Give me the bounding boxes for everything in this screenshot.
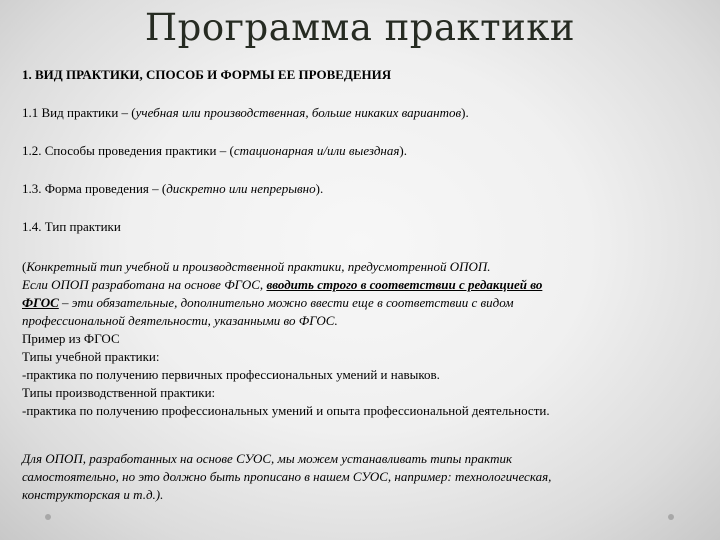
- note-line-3-emphasis: ФГОС: [22, 295, 59, 310]
- item-1-3-prefix: 1.3. Форма проведения – (: [22, 181, 167, 196]
- item-1-2-prefix: 1.2. Способы проведения практики – (: [22, 143, 234, 158]
- item-1-3-suffix: ).: [315, 181, 324, 196]
- page-title: Программа практики: [144, 6, 576, 49]
- edu-types-label: Типы учебной практики:: [22, 349, 160, 364]
- corner-dot-right: [668, 514, 674, 520]
- example-label: Пример из ФГОС: [22, 331, 120, 346]
- type-note: [22, 258, 702, 420]
- item-1-3: [22, 180, 702, 198]
- note-line-2-text: Если ОПОП разработана на основе ФГОС,: [22, 277, 267, 292]
- type-note-line-4: профессиональной деятельности, указанными во ФГОС.: [22, 313, 338, 328]
- note-line-3-text: – эти обязательные, дополнительно можно ввести еще в соответствии с видом: [58, 295, 514, 310]
- note-line-2-emphasis: вводить строго в соответствии с редакцией во: [266, 277, 543, 292]
- item-1-1-value: учебная или производственная, больше никаких вариантов: [135, 105, 462, 120]
- type-note-line-3: [22, 294, 702, 312]
- note-line-1-text: Конкретный тип учебной и производственной практики, предусмотренной ОПОП.: [26, 259, 491, 274]
- item-1-1-suffix: ).: [461, 105, 469, 120]
- corner-dot-left: [45, 514, 51, 520]
- item-1-1-prefix: 1.1 Вид практики – (: [22, 105, 136, 120]
- prod-type-item: -практика по получению профессиональных умений и опыта профессиональной деятельности.: [22, 403, 550, 418]
- note-open-paren: (: [22, 259, 27, 274]
- type-note-line-2: [22, 276, 702, 294]
- suos-note-line-3: конструкторская и т.д.).: [22, 487, 164, 502]
- suos-note-line-1: Для ОПОП, разработанных на основе СУОС, мы можем устанавливать типы практик: [22, 451, 513, 466]
- suos-note-line-2: самостоятельно, но это должно быть прописано в нашем СУОС, например: технологическая,: [22, 469, 552, 484]
- item-1-2: [22, 142, 702, 160]
- prod-types-label: Типы производственной практики:: [22, 385, 216, 400]
- section-heading: 1. ВИД ПРАКТИКИ, СПОСОБ И ФОРМЫ ЕЕ ПРОВЕДЕНИЯ: [22, 67, 392, 82]
- item-1-3-value: дискретно или непрерывно: [166, 181, 316, 196]
- type-note-line-1: [22, 258, 702, 276]
- item-1-2-suffix: ).: [399, 143, 407, 158]
- item-1-2-value: стационарная и/или выездная: [233, 143, 400, 158]
- item-1-1: [22, 104, 702, 122]
- suos-note: [22, 450, 702, 504]
- item-1-4: 1.4. Тип практики: [22, 219, 121, 234]
- edu-type-item: -практика по получению первичных профессиональных умений и навыков.: [22, 367, 440, 382]
